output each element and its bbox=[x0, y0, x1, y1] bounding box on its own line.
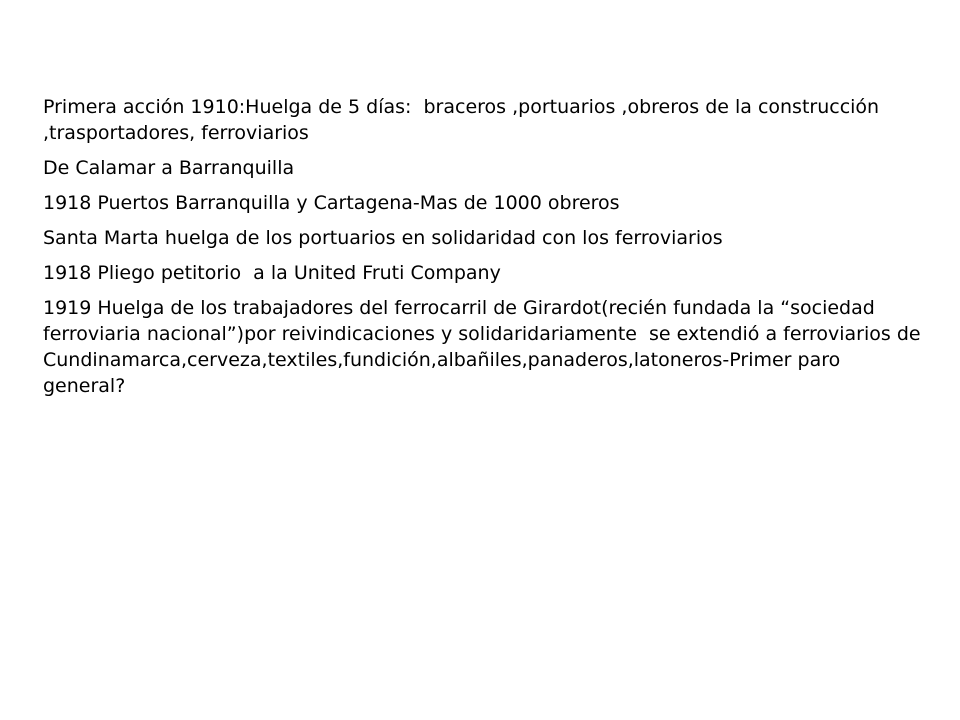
paragraph-santa-marta: Santa Marta huelga de los portuarios en solidaridad con los ferroviarios bbox=[43, 227, 723, 249]
paragraph-1918-pliego: 1918 Pliego petitorio a la United Fruti Company bbox=[43, 262, 501, 284]
paragraph-1910-huelga: Primera acción 1910:Huelga de 5 días: braceros ,portuarios ,obreros de la construcción ,trasportadores, ferroviarios bbox=[43, 96, 886, 144]
slide-body bbox=[43, 94, 927, 408]
paragraph-1919-girardot: 1919 Huelga de los trabajadores del ferrocarril de Girardot(recién fundada la “sociedad ferroviaria nacional”)por reivindicaciones y solidaridariamente se extendió a ferroviarios de Cundinamarca,cerveza,textiles,fundición,albañiles,panaderos,latoneros-Primer paro general? bbox=[43, 297, 927, 397]
paragraph-1918-puertos: 1918 Puertos Barranquilla y Cartagena-Mas de 1000 obreros bbox=[43, 192, 620, 214]
paragraph-calamar-barranquilla: De Calamar a Barranquilla bbox=[43, 157, 295, 179]
